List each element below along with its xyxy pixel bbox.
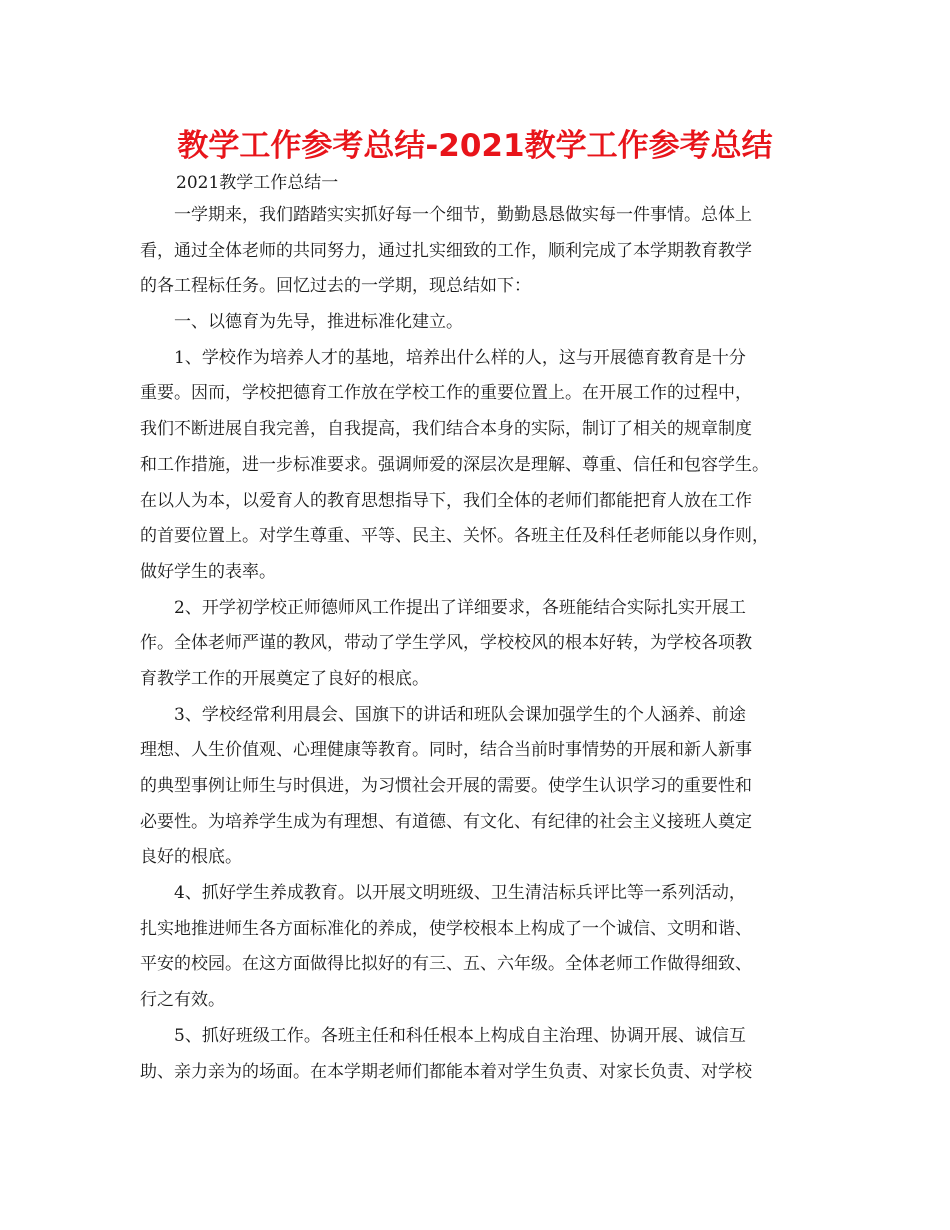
body-line: 必要性。为培养学生成为有理想、有道德、有文化、有纪律的社会主义接班人奠定 bbox=[140, 811, 752, 832]
body-line: 我们不断进展自我完善，自我提高，我们结合本身的实际，制订了相关的规章制度 bbox=[140, 419, 752, 440]
document-title: 教学工作参考总结-2021教学工作参考总结 bbox=[177, 128, 773, 164]
body-line: 扎实地推进师生各方面标准化的养成，使学校根本上构成了一个诚信、文明和谐、 bbox=[140, 918, 752, 939]
body-line: 做好学生的表率。 bbox=[140, 561, 276, 582]
body-line: 育教学工作的开展奠定了良好的根底。 bbox=[140, 668, 429, 689]
body-line: 的各工程标任务。回忆过去的一学期，现总结如下： bbox=[140, 276, 531, 297]
body-line: 理想、人生价值观、心理健康等教育。同时，结合当前时事情势的开展和新人新事 bbox=[140, 740, 752, 761]
body-line: 看，通过全体老师的共同努力，通过扎实细致的工作，顺利完成了本学期教育教学 bbox=[140, 240, 752, 261]
body-line: 3、学校经常利用晨会、国旗下的讲话和班队会课加强学生的个人涵养、前途 bbox=[174, 704, 746, 725]
body-line: 助、亲力亲为的场面。在本学期老师们都能本着对学生负责、对家长负责、对学校 bbox=[140, 1061, 752, 1082]
body-line: 2、开学初学校正师德师风工作提出了详细要求，各班能结合实际扎实开展工 bbox=[174, 597, 746, 618]
body-line: 作。全体老师严谨的教风，带动了学生学风，学校校风的根本好转，为学校各项教 bbox=[140, 633, 752, 654]
body-line: 和工作措施，进一步标准要求。强调师爱的深层次是理解、尊重、信任和包容学生。 bbox=[140, 454, 769, 475]
body-line: 平安的校园。在这方面做得比拟好的有三、五、六年级。全体老师工作做得细致、 bbox=[140, 954, 752, 975]
body-line: 的典型事例让师生与时俱进，为习惯社会开展的需要。使学生认识学习的重要性和 bbox=[140, 776, 752, 796]
body-line: 良好的根底。 bbox=[140, 847, 242, 868]
document-subtitle: 2021教学工作总结一 bbox=[176, 173, 339, 193]
body-line: 一、以德育为先导，推进标准化建立。 bbox=[174, 312, 463, 333]
body-line: 5、抓好班级工作。各班主任和科任根本上构成自主治理、协调开展、诚信互 bbox=[174, 1025, 746, 1046]
body-line: 重要。因而，学校把德育工作放在学校工作的重要位置上。在开展工作的过程中， bbox=[140, 383, 752, 404]
body-line: 在以人为本，以爱育人的教育思想指导下，我们全体的老师们都能把育人放在工作 bbox=[140, 490, 752, 511]
body-line: 一学期来，我们踏踏实实抓好每一个细节，勤勤恳恳做实每一件事情。总体上 bbox=[174, 205, 752, 225]
body-line: 行之有效。 bbox=[140, 990, 225, 1011]
body-line: 1、学校作为培养人才的基地，培养出什么样的人，这与开展德育教育是十分 bbox=[174, 347, 746, 368]
body-line: 的首要位置上。对学生尊重、平等、民主、关怀。各班主任及科任老师能以身作则， bbox=[140, 526, 769, 547]
body-line: 4、抓好学生养成教育。以开展文明班级、卫生清洁标兵评比等一系列活动， bbox=[174, 883, 746, 904]
document-body bbox=[140, 198, 830, 1090]
